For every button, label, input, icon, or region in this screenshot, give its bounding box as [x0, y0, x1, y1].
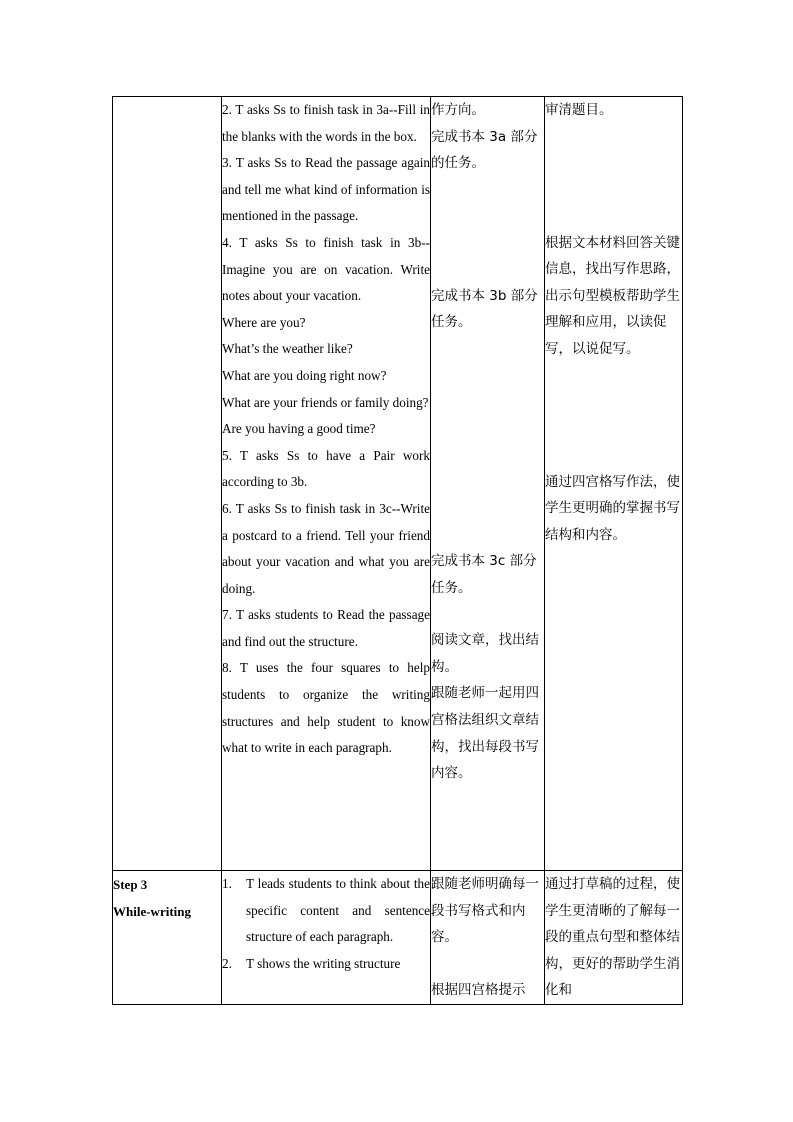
teacher-item: 6. T asks Ss to finish task in 3c--Write a postcard to a friend. Tell your friend about your vacation and what you are doing.: [222, 500, 430, 596]
purpose-item: 根据文本材料回答关键信息，找出写作思路，出示句型模板帮助学生理解和应用，以读促写，以说促写。: [545, 234, 680, 357]
teacher-item: 2. T asks Ss to finish task in 3a--Fill in the blanks with the words in the box.: [222, 102, 430, 144]
teacher-item: 5. T asks Ss to have a Pair work according to 3b.: [222, 447, 430, 490]
lesson-plan-table: [112, 96, 683, 1005]
table-row: [113, 97, 683, 871]
teacher-list-item: [222, 871, 430, 951]
teacher-item: What are you doing right now?: [222, 367, 387, 383]
teacher-item: Are you having a good time?: [222, 421, 376, 437]
list-number: 1.: [222, 876, 232, 891]
teacher-item: 8. T uses the four squares to help students to organize the writing structures and help student to know what to write in each paragraph.: [222, 660, 430, 756]
student-item: 阅读文章，找出结构。: [431, 632, 539, 675]
step-number: Step 3: [113, 877, 148, 892]
student-item: 完成书本 3b 部分任务。: [431, 287, 538, 331]
step-cell: [113, 871, 222, 1005]
student-item: 完成书本 3a 部分的任务。: [431, 128, 538, 172]
design-purpose-cell: [545, 871, 683, 1005]
teacher-item: 7. T asks students to Read the passage and find out the structure.: [222, 607, 430, 649]
design-purpose-cell: [545, 97, 683, 871]
step-cell: [113, 97, 222, 871]
teacher-item: What’s the weather like?: [222, 341, 353, 357]
list-number: 2.: [222, 955, 232, 971]
purpose-item: 通过打草稿的过程，使学生更清晰的了解每一段的重点句型和整体结构，更好的帮助学生消化和: [545, 876, 680, 999]
student-item: 跟随老师一起用四宫格法组织文章结构，找出每段书写内容。: [431, 685, 539, 782]
student-item: 跟随老师明确每一段书写格式和内容。: [431, 876, 539, 946]
student-item: 完成书本 3c 部分任务。: [431, 552, 537, 596]
student-activity-cell: [431, 871, 545, 1005]
table-row: [113, 871, 683, 1005]
teacher-item: Where are you?: [222, 314, 306, 330]
student-item: 作方向。: [431, 102, 485, 118]
teacher-item: What are your friends or family doing?: [222, 394, 429, 410]
teacher-list-item: [222, 951, 430, 978]
purpose-item: 审清题目。: [545, 102, 613, 118]
list-text: T leads students to think about the specific content and sentence structure of each paragraph.: [246, 876, 430, 945]
teacher-activity-cell: [222, 871, 431, 1005]
step-title: While-writing: [113, 904, 191, 919]
teacher-item: 3. T asks Ss to Read the passage again and tell me what kind of information is mentioned in the passage.: [222, 155, 430, 224]
teacher-item: 4. T asks Ss to finish task in 3b--Imagine you are on vacation. Write notes about your vacation.: [222, 234, 430, 304]
list-text: T shows the writing structure: [246, 955, 401, 971]
purpose-item: 通过四宫格写作法，使学生更明确的掌握书写结构和内容。: [545, 473, 680, 543]
student-item: 根据四宫格提示: [431, 981, 526, 998]
teacher-activity-cell: [222, 97, 431, 871]
student-activity-cell: [431, 97, 545, 871]
